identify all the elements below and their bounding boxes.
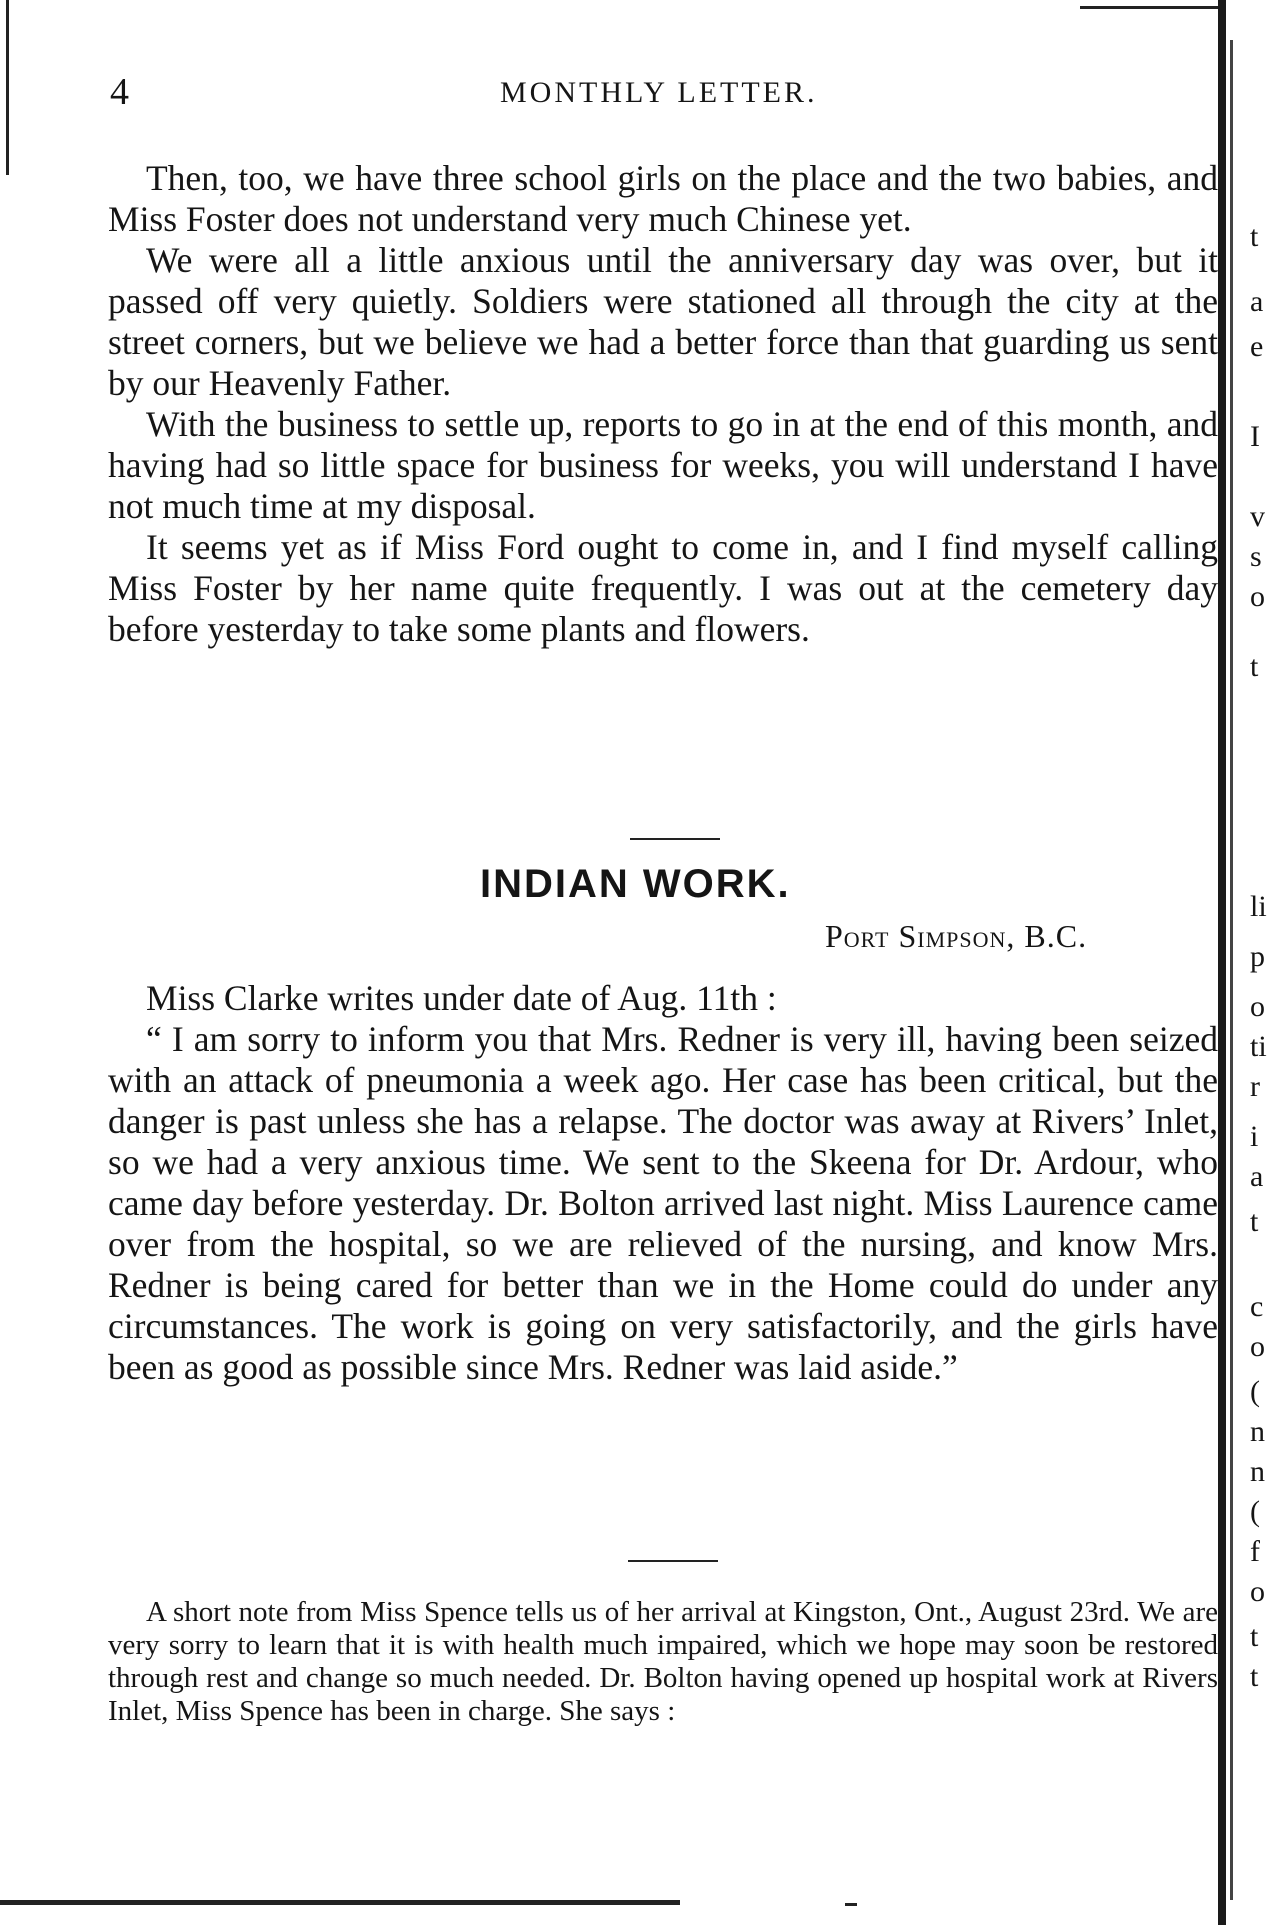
facing-page-letter: n <box>1250 1455 1265 1488</box>
dateline: Port Simpson, B.C. <box>825 918 1088 954</box>
facing-page-letter: f <box>1250 1535 1260 1568</box>
paragraph: With the business to settle up, reports to go in at the end of this month, and having had so little space for business for weeks, you will understand I have not much time at my disposal. <box>108 404 1218 526</box>
facing-page-letter: i <box>1250 1120 1259 1153</box>
section-divider <box>628 1560 718 1562</box>
section-indian-work <box>108 978 1218 1388</box>
facing-page-letter: v <box>1250 500 1265 533</box>
facing-page-letter: ( <box>1250 1495 1260 1528</box>
section-divider <box>630 838 720 840</box>
bottom-edge-rule <box>0 1900 680 1905</box>
facing-page-letter: t <box>1250 650 1259 683</box>
facing-page-letter: t <box>1250 1620 1259 1653</box>
facing-page-letter: r <box>1250 1070 1260 1103</box>
paragraph: Then, too, we have three school girls on the place and the two babies, and Miss Foster does not understand very much Chinese yet. <box>108 158 1218 239</box>
facing-page-letter: o <box>1250 1575 1265 1608</box>
paragraph: It seems yet as if Miss Ford ought to come in, and I find myself calling Miss Foster by her name quite frequently. I was out at the cemetery day before yesterday to take some plants and flowers. <box>108 527 1218 649</box>
letter-intro: Miss Clarke writes under date of Aug. 11th : <box>146 978 777 1018</box>
section-letter-continuation <box>108 158 1218 650</box>
note-paragraph: A short note from Miss Spence tells us of her arrival at Kingston, Ont., August 23rd. We are very sorry to learn that it is with health much impaired, which we hope may soon be restored through rest and change so much needed. Dr. Bolton having opened up hospital work at Rivers Inlet, Miss Spence has been in charge. She says : <box>108 1596 1218 1727</box>
facing-page-letter: n <box>1250 1415 1265 1448</box>
facing-page-letter: ( <box>1250 1375 1260 1408</box>
facing-page-letter: t <box>1250 220 1259 253</box>
paragraph: We were all a little anxious until the anniversary day was over, but it passed off very quietly. Soldiers were stationed all through the city at the street corners, but we believe we had a better force than that guarding us sent by our Heavenly Father. <box>108 240 1218 403</box>
facing-page-letter: c <box>1250 1290 1264 1323</box>
facing-page-letter: s <box>1250 540 1262 573</box>
bottom-edge-dash <box>845 1903 857 1906</box>
facing-page-letter: t <box>1250 1660 1259 1693</box>
facing-page-letter: t <box>1250 1205 1259 1238</box>
facing-page-letter: p <box>1250 940 1265 973</box>
gutter-line <box>1230 40 1233 1900</box>
facing-page-letter: li <box>1250 890 1267 923</box>
facing-page-letter: a <box>1250 285 1264 318</box>
facing-page-letter: e <box>1250 330 1264 363</box>
section-title: INDIAN WORK. <box>480 862 791 906</box>
running-head: MONTHLY LETTER. <box>500 76 818 109</box>
section-note <box>108 1596 1218 1728</box>
left-edge-rule <box>6 0 9 175</box>
facing-page-letter: o <box>1250 990 1265 1023</box>
facing-page-letter: ti <box>1250 1030 1267 1063</box>
facing-page-letter: a <box>1250 1160 1264 1193</box>
facing-page-letter: I <box>1250 420 1260 453</box>
facing-page-letter: o <box>1250 580 1265 613</box>
gutter-shadow <box>1218 0 1226 1925</box>
letter-quote: “ I am sorry to inform you that Mrs. Redner is very ill, having been seized with an attack of pneumonia a week ago. Her case has been critical, but the danger is past unless she has a relapse. The doctor was away at Rivers’ Inlet, so we had a very anxious time. We sent to the Skeena for Dr. Ardour, who came day before yesterday. Dr. Bolton arrived last night. Miss Laurence came over from the hospital, so we are relieved of the nursing, and know Mrs. Redner is being cared for better than we in the Home could do under any circumstances. The work is going on very satisfactorily, and the girls have been as good as possible since Mrs. Redner was laid aside.” <box>108 1019 1218 1387</box>
top-edge-rule <box>1080 6 1220 9</box>
page-number: 4 <box>110 71 129 113</box>
facing-page-letter: o <box>1250 1330 1265 1363</box>
